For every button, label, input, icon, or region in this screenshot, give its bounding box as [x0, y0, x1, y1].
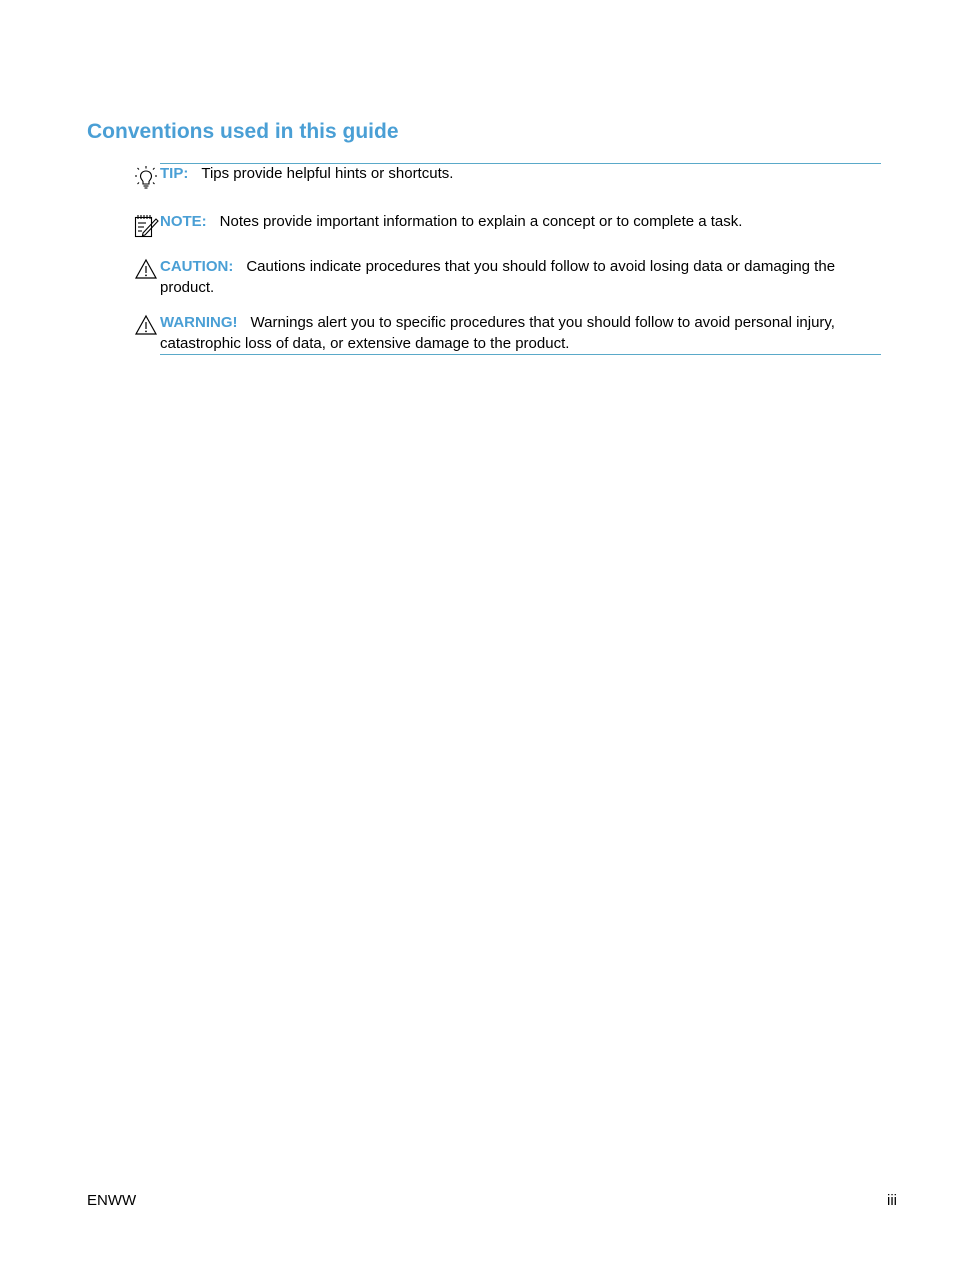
note-convention — [134, 211, 881, 232]
warning-convention — [134, 312, 881, 354]
tip-label: TIP: — [160, 165, 189, 182]
caution-convention — [134, 256, 881, 298]
page-title: Conventions used in this guide — [87, 120, 399, 143]
warning-label: WARNING! — [160, 314, 238, 331]
caution-text: Cautions indicate procedures that you should follow to avoid losing data or damaging the product. — [160, 258, 836, 296]
tip-convention — [134, 163, 881, 184]
footer-page-number: iii — [887, 1192, 897, 1209]
note-text: Notes provide important information to explain a concept or to complete a task. — [219, 213, 743, 230]
tip-text: Tips provide helpful hints or shortcuts. — [201, 165, 454, 182]
warning-icon — [134, 313, 160, 339]
footer-language-code: ENWW — [87, 1192, 137, 1209]
note-label: NOTE: — [160, 213, 207, 230]
bottom-rule — [160, 354, 881, 355]
caution-icon — [134, 257, 160, 283]
note-icon — [134, 213, 160, 239]
lightbulb-icon — [134, 165, 160, 191]
warning-text: Warnings alert you to specific procedures that you should follow to avoid personal injury, catastrophic loss of data, or extensive damage to the product. — [160, 314, 835, 352]
caution-label: CAUTION: — [160, 258, 234, 275]
